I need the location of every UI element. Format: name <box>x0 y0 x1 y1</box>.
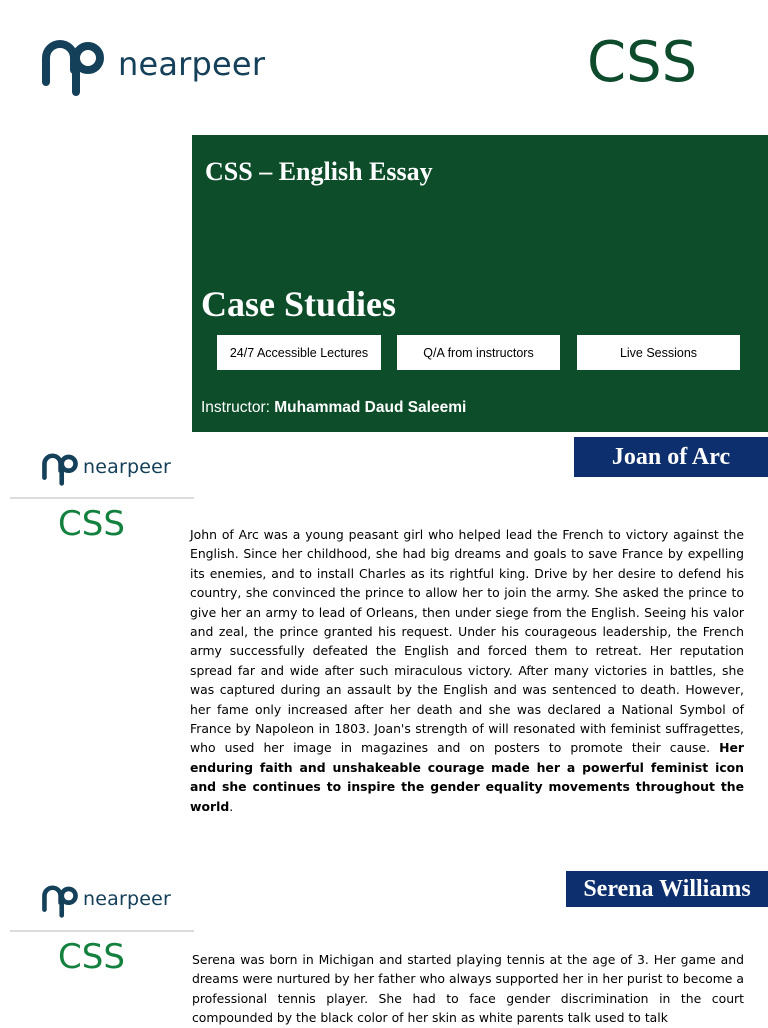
brand-name: nearpeer <box>118 45 266 83</box>
css-heading: CSS <box>587 30 698 95</box>
section-tag-serena-williams: Serena Williams <box>566 871 768 907</box>
essay-paragraph-serena <box>192 950 744 1028</box>
divider <box>10 930 194 932</box>
css-heading: CSS <box>58 504 125 544</box>
paragraph-text: John of Arc was a young peasant girl who helped lead the French to victory against the English. Since her childhood, she had big dreams and goals to save France by expelling its enemies, and to install Charles as its rightful king. Drive by her desire to defend his country, she convinced the prince to allow her to join the army. She asked the prince to give her an army to lead of Orleans, then under siege from the English. Seeing his valor and zeal, the prince granted his request. Under his courageous leadership, the French army successfully defeated the English and forced them to retreat. Her reputation spread far and wide after such miraculous victory. After many victories in battles, she was captured during an assault by the English and was sentenced to death. However, her fame only increased after her death and she was declared a National Symbol of France by Napoleon in 1803. Joan's strength of will resonated with feminist suffragettes, who used her image in magazines and on posters to promote their cause. <box>190 527 744 756</box>
brand-name: nearpeer <box>83 456 172 478</box>
banner-subtitle: CSS – English Essay <box>205 157 433 186</box>
nearpeer-logo-icon <box>40 38 106 96</box>
feature-badge-live: Live Sessions <box>577 335 740 370</box>
nearpeer-logo-icon <box>41 452 79 486</box>
banner-title: Case Studies <box>201 284 397 324</box>
essay-paragraph-joan <box>190 525 744 816</box>
section-tag-joan-of-arc: Joan of Arc <box>574 437 768 477</box>
paragraph-bold-text: Her enduring faith and unshakeable courage made her a powerful feminist icon and she continues to inspire the gender equality movements throughout the world <box>190 740 744 814</box>
instructor-label: Instructor: <box>201 399 270 416</box>
paragraph-end: . <box>229 798 234 814</box>
divider <box>10 497 194 499</box>
nearpeer-logo-icon <box>41 884 79 918</box>
instructor-name: Muhammad Daud Saleemi <box>274 399 467 416</box>
instructor-line <box>201 399 466 417</box>
css-heading: CSS <box>58 937 125 977</box>
brand-name: nearpeer <box>83 888 172 910</box>
feature-badge-lectures: 24/7 Accessible Lectures <box>217 335 381 370</box>
feature-badge-qa: Q/A from instructors <box>397 335 560 370</box>
paragraph-text: Serena was born in Michigan and started playing tennis at the age of 3. Her game and dreams were nurtured by her father who always supported her in her purist to become a professional tennis player. She had to face gender discrimination in the court compounded by the black color of her skin as white parents talk used to talk <box>192 952 744 1026</box>
course-banner <box>192 135 768 432</box>
